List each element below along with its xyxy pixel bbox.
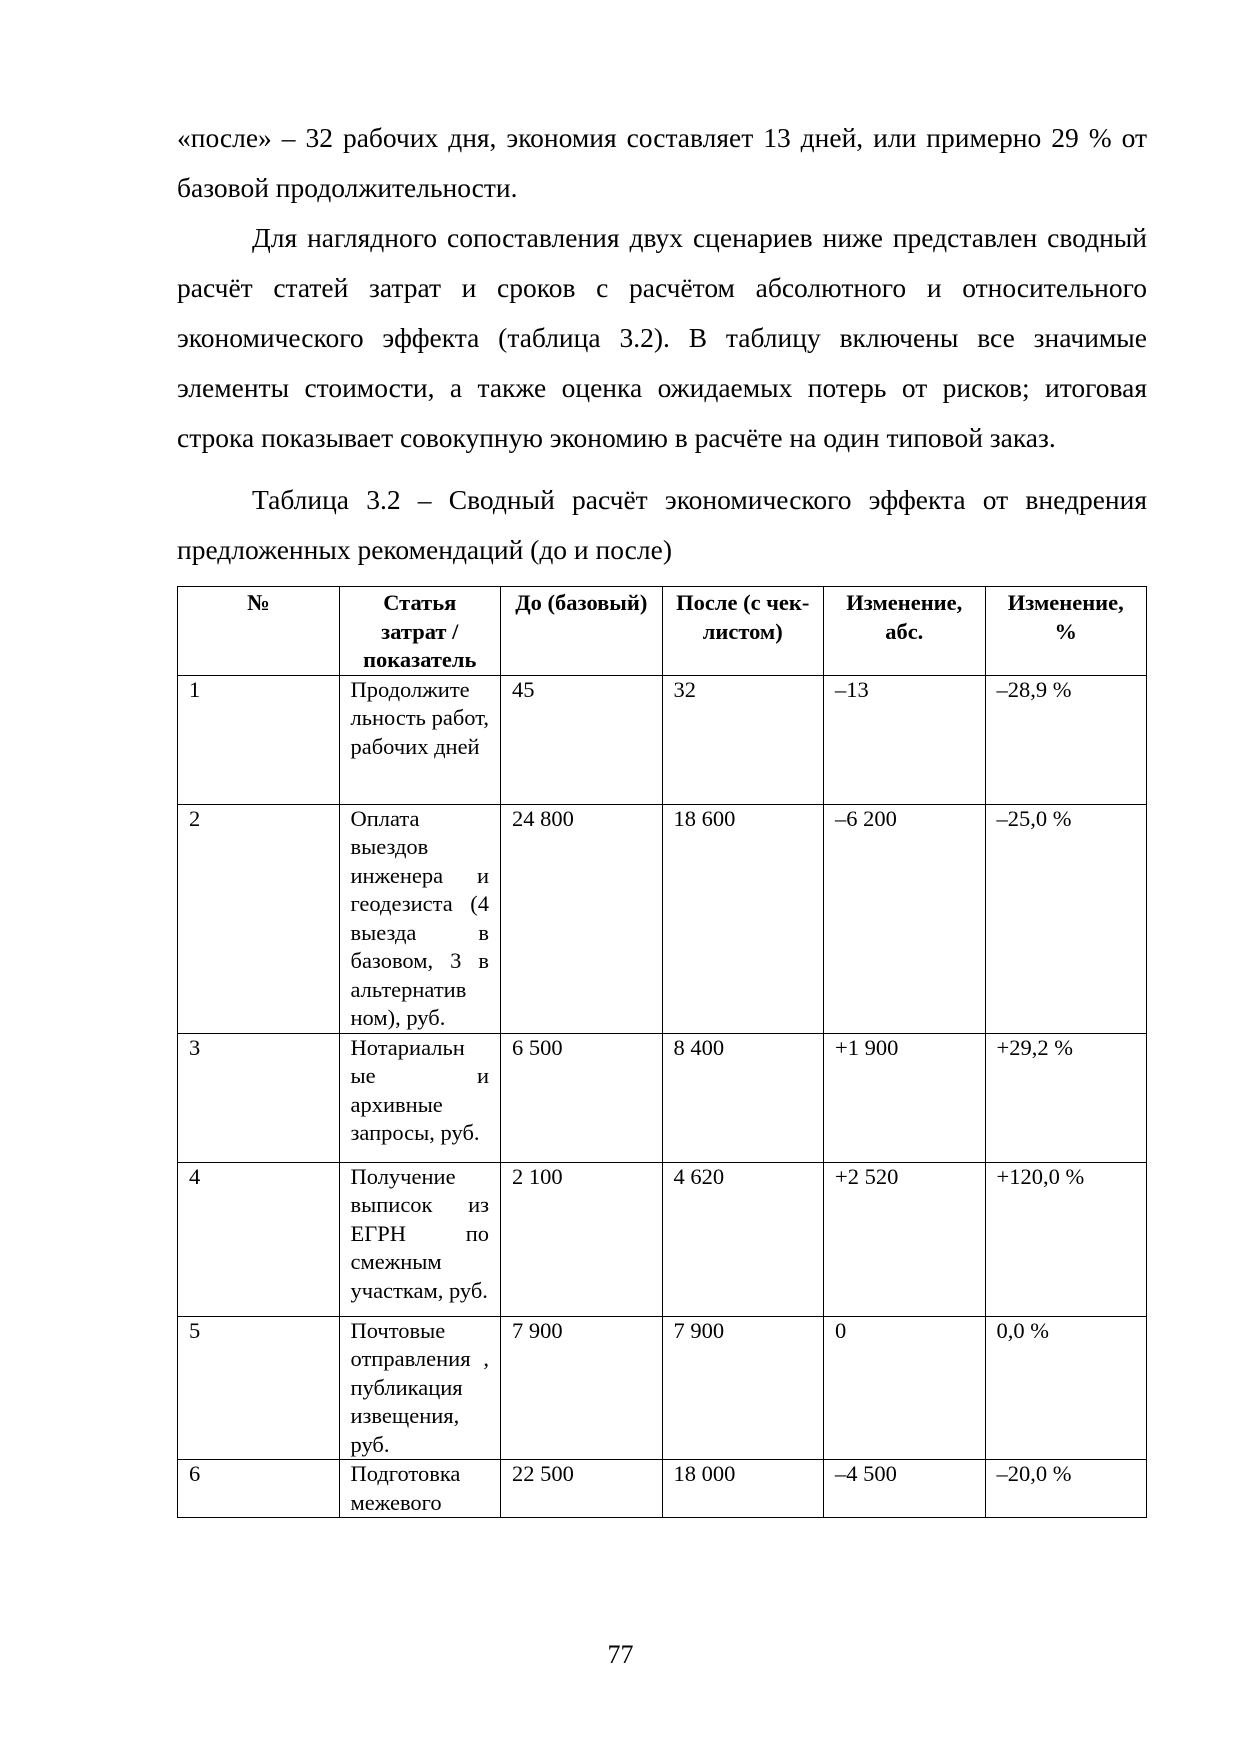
cell-after: 8 400 [662, 1033, 824, 1162]
cell-number: 1 [178, 675, 340, 804]
cell-change-abs: +2 520 [824, 1162, 986, 1316]
table-row [178, 804, 1147, 1033]
table-caption: Таблица 3.2 – Сводный расчёт экономического эффекта от внедрения предложенных рекомендаций (до и после) [177, 484, 1147, 565]
page-number: 77 [607, 1640, 634, 1669]
cell-after: 18 600 [662, 804, 824, 1033]
cost-table [177, 586, 1147, 1518]
table-row [178, 1162, 1147, 1316]
cell-item: Оплата выездов инженера и геодезиста (4 выезда в базовом, 3 в альтернатив ном), руб. [339, 804, 501, 1033]
cell-item: Почтовые отправления , публикация извещения, руб. [339, 1316, 501, 1460]
cell-before: 45 [501, 675, 663, 804]
cell-number: 4 [178, 1162, 340, 1316]
cell-change-pct: –28,9 % [985, 675, 1147, 804]
cell-item: Продолжите льность работ, рабочих дней [339, 675, 501, 804]
cell-change-pct: +29,2 % [985, 1033, 1147, 1162]
table-row [178, 1460, 1147, 1518]
cell-change-pct: 0,0 % [985, 1316, 1147, 1460]
cell-change-pct: –25,0 % [985, 804, 1147, 1033]
cell-number: 6 [178, 1460, 340, 1518]
cell-item: Нотариальн ые и архивные запросы, руб. [339, 1033, 501, 1162]
cell-after: 4 620 [662, 1162, 824, 1316]
paragraph-intro: Для наглядного сопоставления двух сценариев ниже представлен сводный расчёт статей затрат и сроков с расчётом абсолютного и относительного экономического эффекта (таблица 3.2). В таблицу включены все значимые элементы стоимости, а также оценка ожидаемых потерь от рисков; итоговая строка показывает совокупную экономию в расчёте на один типовой заказ. [177, 222, 1147, 453]
cell-number: 2 [178, 804, 340, 1033]
table-row [178, 1316, 1147, 1460]
table-row [178, 675, 1147, 804]
cell-number: 5 [178, 1316, 340, 1460]
header-before: До (базовый) [501, 587, 663, 676]
cell-before: 22 500 [501, 1460, 663, 1518]
header-number: № [178, 587, 340, 676]
cell-before: 2 100 [501, 1162, 663, 1316]
cell-change-abs: –6 200 [824, 804, 986, 1033]
cell-change-abs: –13 [824, 675, 986, 804]
header-after: После (с чек-листом) [662, 587, 824, 676]
cell-before: 7 900 [501, 1316, 663, 1460]
cell-after: 7 900 [662, 1316, 824, 1460]
cell-item: Подготовка межевого [339, 1460, 501, 1518]
document-page [177, 113, 1147, 1518]
header-change-pct: Изменение, % [985, 587, 1147, 676]
cell-number: 3 [178, 1033, 340, 1162]
cell-before: 24 800 [501, 804, 663, 1033]
table-header-row [178, 587, 1147, 676]
cell-item: Получение выписок из ЕГРН по смежным участкам, руб. [339, 1162, 501, 1316]
cell-change-pct: +120,0 % [985, 1162, 1147, 1316]
table-row [178, 1033, 1147, 1162]
cell-change-abs: 0 [824, 1316, 986, 1460]
cell-change-abs: –4 500 [824, 1460, 986, 1518]
cell-after: 18 000 [662, 1460, 824, 1518]
header-change-abs: Изменение, абс. [824, 587, 986, 676]
header-item: Статья затрат / показатель [339, 587, 501, 676]
cell-change-abs: +1 900 [824, 1033, 986, 1162]
paragraph-continuation: «после» – 32 рабочих дня, экономия составляет 13 дней, или примерно 29 % от базовой продолжительности. [177, 122, 1147, 203]
cell-change-pct: –20,0 % [985, 1460, 1147, 1518]
cell-before: 6 500 [501, 1033, 663, 1162]
cell-after: 32 [662, 675, 824, 804]
